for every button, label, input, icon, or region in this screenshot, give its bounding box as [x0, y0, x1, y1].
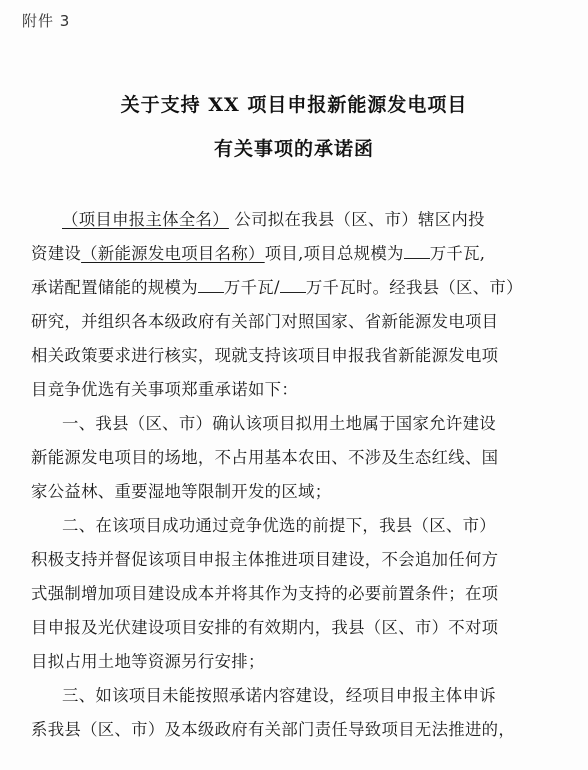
paragraph-1-line-3-mid1: 万千瓦/: [223, 278, 280, 297]
paragraph-3-line-3: 式强制增加项目建设成本并将其作为支持的必要前置条件；在项: [31, 584, 499, 603]
project-name-field: （新能源发电项目名称）: [81, 244, 265, 263]
total-scale-blank: [404, 244, 430, 259]
paragraph-1-line-2: [31, 240, 541, 264]
paragraph-1-line-4: 研究，并组织各本级政府有关部门对照国家、省新能源发电项目: [31, 312, 499, 331]
storage-power-blank: [198, 278, 224, 293]
paragraph-1-line-2-pre: 资建设: [31, 244, 82, 263]
paragraph-3-line-1: 二、在该项目成功通过竞争优选的前提下，我县（区、市）: [62, 516, 496, 535]
paragraph-1-line-3-mid2: 万千瓦时。经我县（区、市）: [305, 278, 523, 297]
paragraph-3-line-4: 目申报及光伏建设项目安排的有效期内，我县（区、市）不对项: [31, 618, 499, 637]
document-title-line-1: 关于支持 XX 项目申报新能源发电项目: [120, 94, 468, 116]
document-title-line-2: 有关事项的承诺函: [213, 138, 374, 160]
paragraph-3-line-5: 目拟占用土地等资源另行安排；: [31, 652, 265, 671]
storage-energy-blank: [280, 278, 306, 293]
paragraph-1-line-1: [62, 206, 572, 230]
paragraph-1-line-2-tail: 万千瓦,: [429, 244, 486, 263]
paragraph-1-line-5: 相关政策要求进行核实，现就支持该项目申报我省新能源发电项: [31, 346, 499, 365]
paragraph-1-line-1-text: 公司拟在我县（区、市）辖区内投: [228, 210, 485, 229]
paragraph-4-line-1: 三、如该项目未能按照承诺内容建设，经项目申报主体申诉: [62, 686, 496, 705]
paragraph-2-line-2: 新能源发电项目的场地，不占用基本农田、不涉及生态红线、国: [31, 448, 499, 467]
project-subject-field: （项目申报主体全名）: [62, 210, 229, 229]
paragraph-3-line-2: 积极支持并督促该项目申报主体推进项目建设，不会追加任何方: [31, 550, 499, 569]
attachment-label: 附件 3: [22, 12, 71, 30]
paragraph-1-line-2-post: 项目,项目总规模为: [264, 244, 404, 263]
paragraph-2-line-3: 家公益林、重要湿地等限制开发的区域；: [31, 482, 332, 501]
paragraph-1-line-6: 目竞争优选有关事项郑重承诺如下：: [31, 380, 299, 399]
paragraph-2-line-1: 一、我县（区、市）确认该项目拟用土地属于国家允许建设: [62, 414, 496, 433]
paragraph-1-line-3-pre: 承诺配置储能的规模为: [31, 278, 198, 297]
paragraph-4-line-2: 系我县（区、市）及本级政府有关部门责任导致项目无法推进的，: [31, 720, 516, 739]
paragraph-1-line-3: [31, 274, 541, 298]
